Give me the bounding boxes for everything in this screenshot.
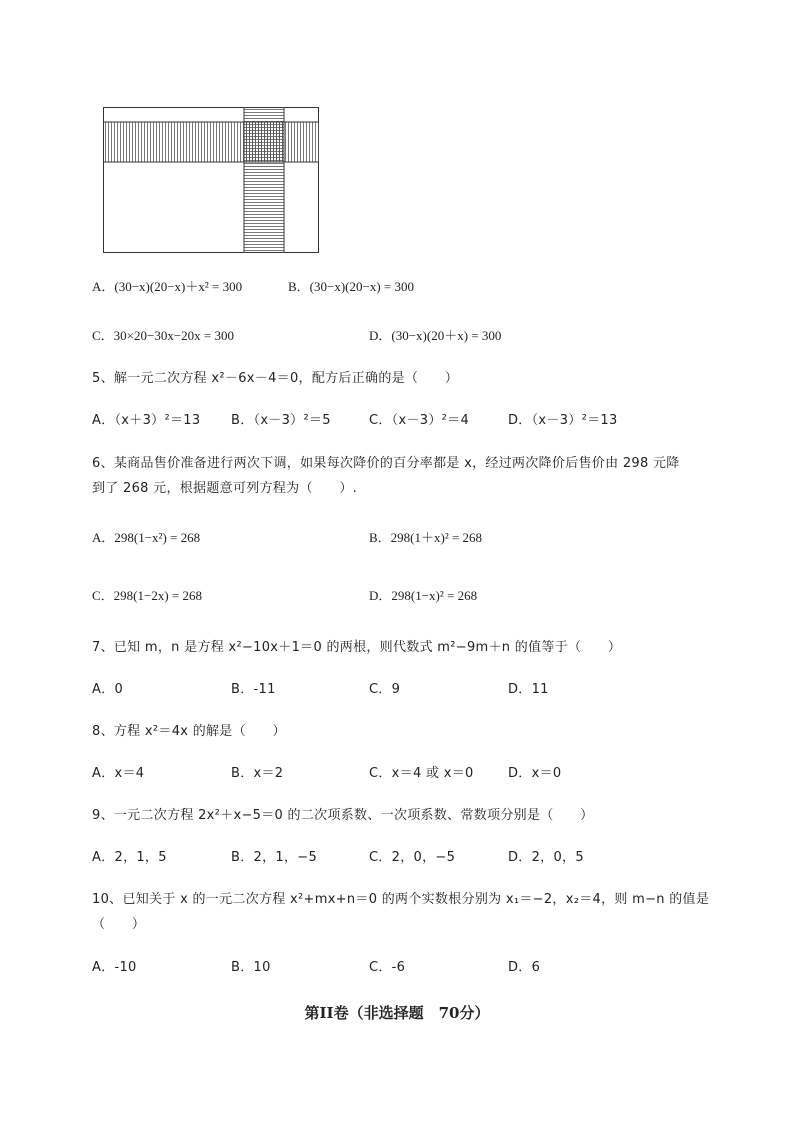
q8-option-c: C．x＝4 或 x＝0: [369, 766, 474, 781]
q4-option-d: D．(30−x)(20＋x) = 300: [369, 328, 502, 343]
q5-option-a: A．（x＋3）²＝13: [92, 413, 201, 428]
q9-option-b: B．2，1，−5: [231, 850, 318, 865]
q7-option-a: A．0: [92, 682, 124, 697]
q10-option-b: B．10: [231, 960, 271, 975]
q8-option-b: B．x＝2: [231, 766, 284, 781]
q5-stem: 5、解一元二次方程 x²－6x－4＝0，配方后正确的是（ ）: [92, 371, 459, 386]
q10-option-a: A．-10: [92, 960, 137, 975]
q6-stem-line1: 6、某商品售价准备进行两次下调，如果每次降价的百分率都是 x，经过两次降价后售价由 298 元降: [92, 456, 680, 471]
q7-option-d: D．11: [508, 682, 549, 697]
q6-option-a: A．298(1−x²) = 268: [92, 530, 201, 545]
q8-option-d: D．x＝0: [508, 766, 562, 781]
q5-option-b: B．（x－3）²＝5: [231, 413, 331, 428]
q10-option-c: C．-6: [369, 960, 406, 975]
road-figure: [102, 106, 322, 256]
q4-option-c: C．30×20−30x−20x = 300: [92, 328, 234, 343]
q10-stem-line1: 10、已知关于 x 的一元二次方程 x²+mx+n＝0 的两个实数根分别为 x₁＝−2，x₂＝4，则 m−n 的值是: [92, 892, 710, 907]
q6-stem-line2: 到了 268 元，根据题意可列方程为（ ）.: [92, 481, 358, 496]
q9-option-c: C．2，0，−5: [369, 850, 456, 865]
q5-option-c: C．（x－3）²＝4: [369, 413, 470, 428]
q10-option-d: D．6: [508, 960, 541, 975]
q6-option-c: C．298(1−2x) = 268: [92, 588, 202, 603]
q7-stem: 7、已知 m，n 是方程 x²−10x＋1＝0 的两根，则代数式 m²−9m＋n 的值等于（ ）: [92, 640, 622, 655]
q4-option-a: A．(30−x)(20−x)＋x² = 300: [92, 279, 243, 294]
q4-option-b: B．(30−x)(20−x) = 300: [288, 279, 414, 294]
q9-option-a: A．2，1，5: [92, 850, 167, 865]
q10-stem-line2: （ ）: [92, 917, 146, 932]
q7-option-b: B．-11: [231, 682, 276, 697]
section-title: 第II卷（非选择题 70分）: [304, 1004, 490, 1022]
q6-option-d: D．298(1−x)² = 268: [369, 588, 478, 603]
q5-option-d: D．（x－3）²＝13: [508, 413, 618, 428]
q9-stem: 9、一元二次方程 2x²＋x−5＝0 的二次项系数、一次项系数、常数项分别是（ ）: [92, 808, 594, 823]
q9-option-d: D．2，0，5: [508, 850, 584, 865]
q8-option-a: A．x＝4: [92, 766, 145, 781]
q8-stem: 8、方程 x²＝4x 的解是（ ）: [92, 724, 286, 739]
q7-option-c: C．9: [369, 682, 401, 697]
q6-option-b: B．298(1＋x)² = 268: [369, 530, 483, 545]
